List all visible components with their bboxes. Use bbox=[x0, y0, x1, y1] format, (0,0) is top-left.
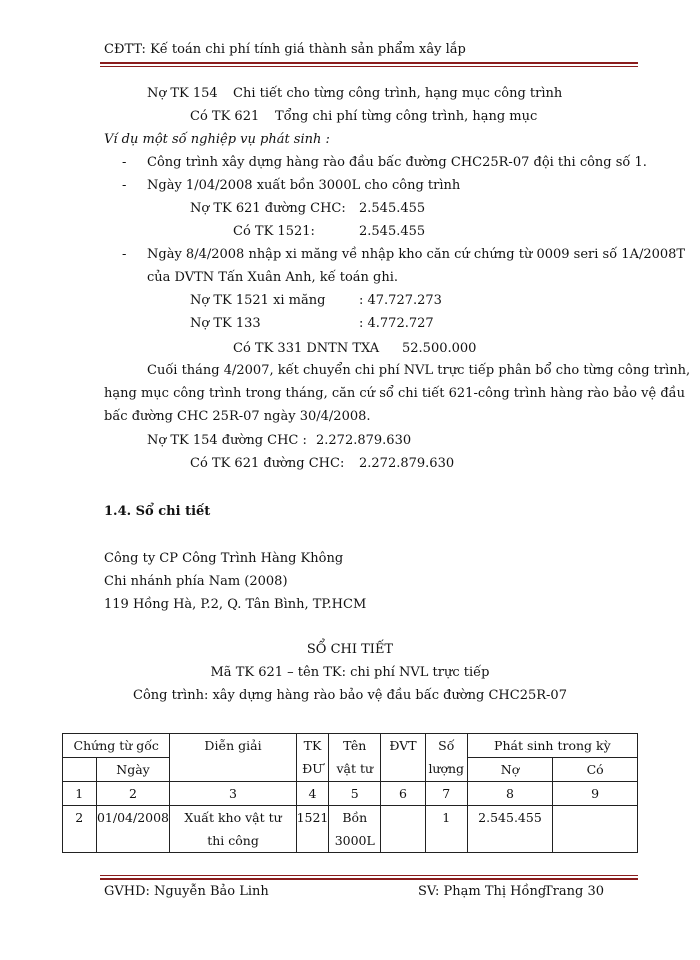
cell-ten-line1: Bồn bbox=[342, 810, 368, 825]
col-header-chung-tu: Chứng từ gốc bbox=[63, 734, 170, 758]
footer-gvhd: GVHD: Nguyễn Bảo Linh bbox=[104, 884, 269, 899]
bullet-item-2: Ngày 1/04/2008 xuất bồn 3000L cho công trình bbox=[147, 178, 461, 193]
table-index-row bbox=[63, 782, 638, 806]
company-branch: Chi nhánh phía Nam (2008) bbox=[104, 574, 288, 589]
cell-stt: 2 bbox=[63, 806, 97, 853]
col-header-dvt: ĐVT bbox=[381, 734, 426, 782]
ledger-title: SỔ CHI TIẾT bbox=[306, 642, 394, 657]
entry2-debit1-label: Nợ TK 1521 xi măng bbox=[190, 293, 326, 308]
table-row bbox=[63, 806, 638, 853]
entry3-credit-label: Có TK 621 đường CHC: bbox=[190, 456, 345, 471]
entry-no-tk154: Nợ TK 154 bbox=[147, 86, 218, 101]
col-header-so: Số bbox=[438, 738, 455, 753]
index-cell: 2 bbox=[96, 782, 170, 806]
col-header-tk-du bbox=[296, 734, 329, 782]
index-cell: 1 bbox=[63, 782, 97, 806]
entry1-credit-value: 2.545.455 bbox=[359, 224, 426, 239]
company-name: Công ty CP Công Trình Hàng Không bbox=[104, 551, 344, 566]
entry2-credit-value: 52.500.000 bbox=[402, 341, 477, 356]
example-heading: Ví dụ một số nghiệp vụ phát sinh : bbox=[104, 132, 330, 147]
index-cell: 8 bbox=[467, 782, 553, 806]
bullet-item-1: Công trình xây dựng hàng rào đầu bấc đường CHC25R-07 đội thi công số 1. bbox=[147, 155, 647, 170]
index-cell: 5 bbox=[329, 782, 381, 806]
paragraph-line-2: hạng mục công trình trong tháng, căn cứ sổ chi tiết 621-công trình hàng rào bảo vệ đầu bbox=[104, 386, 685, 401]
cell-co bbox=[553, 806, 638, 853]
entry1-debit-value: 2.545.455 bbox=[359, 201, 426, 216]
header-divider-thin bbox=[100, 66, 638, 67]
ledger-subtitle-project: Công trình: xây dựng hàng rào bảo vệ đầu bấc đường CHC25R-07 bbox=[133, 688, 567, 703]
entry-no-tk154-desc: Chi tiết cho từng công trình, hạng mục công trình bbox=[233, 86, 563, 101]
paragraph-line-1: Cuối tháng 4/2007, kết chuyển chi phí NVL trực tiếp phân bổ cho từng công trình, bbox=[147, 363, 691, 378]
col-header-dien-giai: Diễn giải bbox=[170, 734, 296, 782]
entry-co-tk621: Có TK 621 bbox=[190, 109, 260, 124]
entry2-debit1-value: : 47.727.273 bbox=[359, 293, 442, 308]
col-header-ngay: Ngày bbox=[96, 758, 170, 782]
index-cell: 4 bbox=[296, 782, 329, 806]
col-header-no: Nợ bbox=[467, 758, 553, 782]
cell-ten-line2: 3000L bbox=[334, 833, 375, 848]
index-cell: 3 bbox=[170, 782, 296, 806]
footer-sv: SV: Phạm Thị Hồng bbox=[418, 884, 547, 899]
index-cell: 9 bbox=[553, 782, 638, 806]
cell-ngay: 01/04/2008 bbox=[96, 806, 170, 853]
bullet-item-3-continuation: của DVTN Tấn Xuân Anh, kế toán ghi. bbox=[147, 270, 399, 285]
col-header-so-luong bbox=[425, 734, 467, 782]
entry1-credit-label: Có TK 1521: bbox=[233, 224, 315, 239]
footer-divider-thin bbox=[100, 875, 638, 876]
cell-tk-du: 1521 bbox=[296, 806, 329, 853]
cell-no: 2.545.455 bbox=[467, 806, 553, 853]
header-divider bbox=[100, 62, 638, 64]
col-header-du: ĐƯ bbox=[302, 761, 323, 776]
company-address: 119 Hồng Hà, P.2, Q. Tân Bình, TP.HCM bbox=[104, 597, 367, 612]
col-header-ten-vat-tu bbox=[329, 734, 381, 782]
bullet-item-3: Ngày 8/4/2008 nhập xi măng về nhập kho căn cứ chứng từ 0009 seri số 1A/2008T bbox=[147, 247, 686, 262]
page-header-title: CĐTT: Kế toán chi phí tính giá thành sản phẩm xây lắp bbox=[104, 42, 466, 57]
bullet-dash: - bbox=[122, 247, 127, 262]
col-header-co: Có bbox=[553, 758, 638, 782]
ledger-subtitle-account: Mã TK 621 – tên TK: chi phí NVL trực tiếp bbox=[210, 665, 490, 680]
cell-dien-giai bbox=[170, 806, 296, 853]
index-cell: 7 bbox=[425, 782, 467, 806]
cell-dien-giai-line2: thi công bbox=[207, 833, 259, 848]
col-header-tk: TK bbox=[303, 738, 322, 753]
paragraph-line-3: bấc đường CHC 25R-07 ngày 30/4/2008. bbox=[104, 409, 371, 424]
cell-dvt bbox=[381, 806, 426, 853]
entry3-debit-value: 2.272.879.630 bbox=[316, 433, 412, 448]
entry2-credit-label: Có TK 331 DNTN TXA bbox=[233, 341, 380, 356]
col-header-vat-tu: vật tư bbox=[336, 761, 374, 776]
index-cell: 6 bbox=[381, 782, 426, 806]
cell-ten-vat-tu bbox=[329, 806, 381, 853]
footer-page-number: Trang 30 bbox=[544, 884, 605, 899]
ledger-table bbox=[62, 733, 638, 853]
col-header-blank bbox=[63, 758, 97, 782]
footer-divider bbox=[100, 878, 638, 880]
col-header-ten: Tên bbox=[343, 738, 367, 753]
table-header-row-1 bbox=[63, 734, 638, 758]
bullet-dash: - bbox=[122, 178, 127, 193]
entry3-credit-value: 2.272.879.630 bbox=[359, 456, 455, 471]
bullet-dash: - bbox=[122, 155, 127, 170]
entry-co-tk621-desc: Tổng chi phí từng công trình, hạng mục bbox=[275, 109, 538, 124]
col-header-luong: lượng bbox=[428, 761, 465, 776]
col-header-phat-sinh: Phát sinh trong kỳ bbox=[467, 734, 637, 758]
entry2-debit2-label: Nợ TK 133 bbox=[190, 316, 261, 331]
cell-so-luong: 1 bbox=[425, 806, 467, 853]
entry1-debit-label: Nợ TK 621 đường CHC: bbox=[190, 201, 346, 216]
cell-dien-giai-line1: Xuất kho vật tư bbox=[184, 810, 282, 825]
section-title: 1.4. Sổ chi tiết bbox=[104, 504, 211, 519]
entry2-debit2-value: : 4.772.727 bbox=[359, 316, 434, 331]
entry3-debit-label: Nợ TK 154 đường CHC : bbox=[147, 433, 307, 448]
